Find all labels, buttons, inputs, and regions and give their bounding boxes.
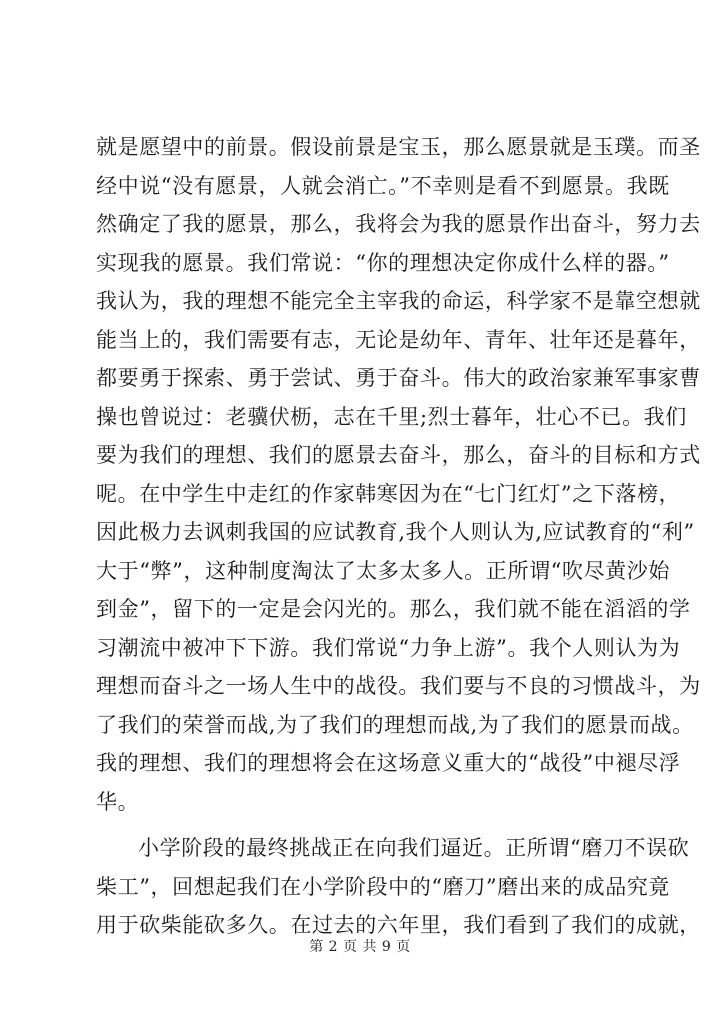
text-line: 我认为，我的理想不能完全主宰我的命运，科学家不是靠空想就: [96, 289, 701, 313]
text-line: 经中说“没有愿景，人就会消亡。”不幸则是看不到愿景。我既: [96, 173, 670, 198]
paragraph-2: [96, 829, 701, 945]
text-line: 理想而奋斗之一场人生中的战役。我们要与不良的习惯战斗，为: [96, 674, 701, 698]
text-line: 到金”，留下的一定是会闪光的。那么，我们就不能在滔滔的学: [96, 597, 691, 621]
text-line: 华。: [96, 789, 140, 814]
text-line: 柴工”，回想起我们在小学阶段中的“磨刀”磨出来的成品究竟: [96, 874, 671, 899]
paragraph-gap: [96, 821, 656, 829]
text-line: 实现我的愿景。我们常说：“你的理想决定你成什么样的器。”: [96, 250, 670, 275]
text-line: 我的理想、我们的理想将会在这场意义重大的“战役”中褪尽浮: [96, 751, 681, 775]
text-line: 能当上的，我们需要有志，无论是幼年、青年、壮年还是暮年，: [96, 327, 701, 352]
text-line: 用于砍柴能砍多久。在过去的六年里，我们看到了我们的成就，: [96, 913, 701, 937]
text-line: 要为我们的理想、我们的愿景去奋斗，那么，奋斗的目标和方式: [96, 443, 701, 467]
text-line: 操也曾说过：老骥伏枥，志在千里;烈士暮年，壮心不已。我们: [96, 404, 687, 429]
text-line: 然确定了我的愿景，那么，我将会为我的愿景作出奋斗，努力去: [96, 212, 701, 236]
text-line: 习潮流中被冲下下游。我们常说“力争上游”。我个人则认为为: [96, 635, 681, 660]
page-number-footer: 第 2 页 共 9 页: [309, 939, 411, 955]
text-line: 因此极力去讽刺我国的应试教育,我个人则认为,应试教育的“利”: [96, 520, 695, 544]
document-body: [96, 128, 701, 945]
text-line: 小学阶段的最终挑战正在向我们逼近。正所谓“磨刀不误砍: [138, 836, 690, 860]
paragraph-1: [96, 128, 701, 821]
text-line: 就是愿望中的前景。假设前景是宝玉，那么愿景就是玉璞。而圣: [96, 135, 701, 159]
text-line: 呢。在中学生中走红的作家韩寒因为在“七门红灯”之下落榜，: [96, 481, 681, 506]
text-line: 大于“弊”，这种制度淘汰了太多太多人。正所谓“吹尽黄沙始: [96, 558, 671, 583]
text-line: 都要勇于探索、勇于尝试、勇于奋斗。伟大的政治家兼军事家曹: [96, 366, 701, 390]
text-line: 了我们的荣誉而战,为了我们的理想而战,为了我们的愿景而战。: [96, 712, 694, 737]
